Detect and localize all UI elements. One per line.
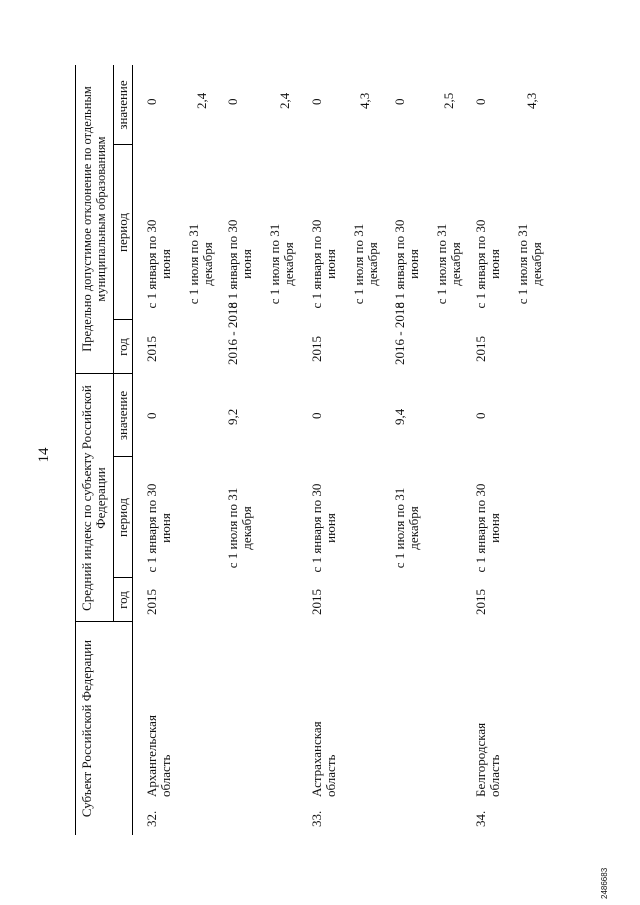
dev-year: 2015: [144, 336, 159, 362]
page-number: 14: [36, 447, 52, 463]
header-avg-year: год: [115, 591, 130, 609]
avg-value: 0: [144, 412, 159, 419]
dev-period: с 1 июля по 31 декабря: [515, 223, 544, 305]
avg-period: с 1 июля по 31 декабря: [392, 487, 421, 569]
dev-year: 2016 - 2018: [225, 302, 240, 365]
region-name: Белгородская область: [473, 722, 502, 797]
avg-value: 0: [309, 412, 324, 419]
table-top-border: [75, 65, 76, 835]
dev-value: 4,3: [524, 92, 539, 109]
header-dev-year: год: [115, 338, 130, 356]
dev-period: с 1 января по 30 июня: [392, 219, 421, 309]
region-name: Архангельская область: [144, 715, 173, 797]
row-number: 33.: [309, 810, 324, 827]
avg-value: 9,2: [225, 408, 240, 425]
dev-period: с 1 июля по 31 декабря: [351, 223, 380, 305]
dev-period: с 1 января по 30 июня: [225, 219, 254, 309]
dev-value: 0: [309, 98, 324, 105]
avg-period: с 1 января по 30 июня: [309, 483, 338, 573]
avg-year: 2015: [144, 589, 159, 615]
dev-period: с 1 июля по 31 декабря: [267, 223, 296, 305]
header-subject: Субъект Российской Федерации: [79, 639, 94, 818]
dev-value: 4,3: [357, 92, 372, 109]
dev-period: с 1 июля по 31 декабря: [434, 223, 463, 305]
dev-year: 2015: [309, 336, 324, 362]
dev-year: 2016 - 2018: [392, 302, 407, 365]
dev-value: 0: [144, 98, 159, 105]
header-dev-period: период: [115, 213, 130, 252]
avg-value: 0: [473, 412, 488, 419]
dev-value: 2,5: [441, 92, 456, 109]
dev-value: 0: [225, 98, 240, 105]
document-id: 2486683: [600, 867, 609, 899]
dev-period: с 1 января по 30 июня: [473, 219, 502, 309]
avg-period: с 1 января по 30 июня: [144, 483, 173, 573]
dev-value: 0: [392, 98, 407, 105]
header-average-index: Средний индекс по субъекту Российской Федерации: [79, 385, 108, 611]
avg-value: 9,4: [392, 408, 407, 425]
header-avg-period: период: [115, 498, 130, 537]
dev-period: с 1 января по 30 июня: [309, 219, 338, 309]
dev-value: 0: [473, 98, 488, 105]
header-max-deviation: Предельно допустимое отклонение по отдельным муниципальным образованиям: [80, 86, 108, 352]
dev-value: 2,4: [277, 92, 292, 109]
avg-period: с 1 июля по 31 декабря: [225, 487, 254, 569]
dev-value: 2,4: [194, 92, 209, 109]
dev-year: 2015: [473, 336, 488, 362]
dev-period: с 1 июля по 31 декабря: [186, 223, 215, 305]
row-number: 32.: [144, 810, 159, 827]
dev-period: с 1 января по 30 июня: [144, 219, 173, 309]
avg-year: 2015: [309, 589, 324, 615]
region-name: Астраханская область: [309, 721, 338, 797]
header-bottom-rule: [132, 65, 133, 835]
avg-year: 2015: [473, 589, 488, 615]
header-dev-value: значение: [115, 80, 130, 130]
group-header-rule: [113, 65, 114, 622]
header-avg-value: значение: [115, 390, 130, 441]
avg-period: с 1 января по 30 июня: [473, 483, 502, 573]
row-number: 34.: [473, 810, 488, 827]
